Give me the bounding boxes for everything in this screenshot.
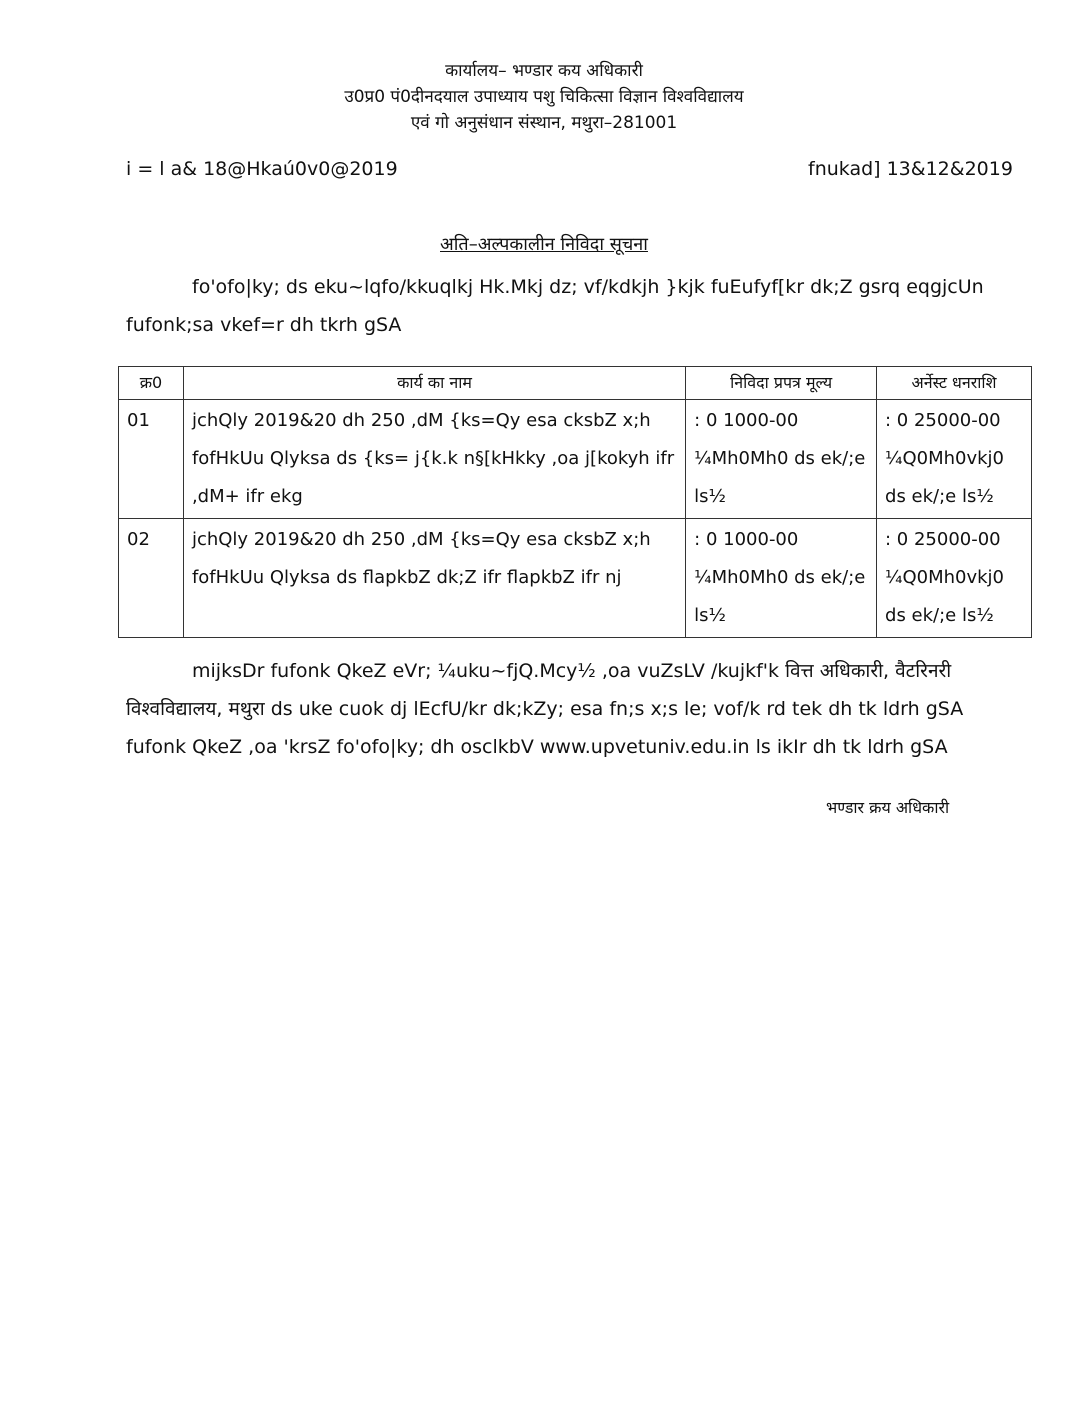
row-earnest: : 0 25000-00 ¼Q0Mh0vkj0 ds ek/;e ls½ — [877, 519, 1032, 638]
row-earnest: : 0 25000-00 ¼Q0Mh0vkj0 ds ek/;e ls½ — [877, 400, 1032, 519]
row-serial: 02 — [119, 519, 184, 638]
header-serial: क्र0 — [119, 367, 184, 400]
header-form-price: निविदा प्रपत्र मूल्य — [686, 367, 877, 400]
header-earnest-money: अर्नेस्ट धनराशि — [877, 367, 1032, 400]
letterhead — [0, 58, 1088, 136]
office-name: कार्यालय– भण्डार कय अधिकारी — [445, 61, 643, 81]
row-work: jchQly 2019&20 dh 250 ,dM {ks=Qy esa cksbZ x;h fofHkUu Qlyksa ds {ks= j{k.k n§[kHkky ,oa j[kokyh ifr ,dM+ ifr ekg — [183, 400, 685, 519]
signature-designation: भण्डार क्रय अधिकारी — [826, 798, 950, 817]
header-work-name: कार्य का नाम — [183, 367, 685, 400]
table-row — [119, 400, 1032, 519]
closing-paragraph: mijksDr fufonk QkeZ eVr; ¼uku~fjQ.Mcy½ ,oa vuZsLV /kujkf'k वित्त अधिकारी, वैटरिनरी विश्वविद्यालय, मथुरा ds uke cuok dj lEcfU/kr dk;kZy; esa fn;s x;s le; vof/k rd tek dh tk ldrh gSA fufonk QkeZ ,oa 'krsZ fo'ofo|ky; dh osclkbV www.upvetuniv.edu.in ls ikIr dh tk ldrh gSA — [126, 660, 964, 758]
row-work: jchQly 2019&20 dh 250 ,dM {ks=Qy esa cksbZ x;h fofHkUu Qlyksa ds flapkbZ dk;Z ifr flapkbZ ifr nj — [183, 519, 685, 638]
intro-paragraph: fo'ofo|ky; ds eku~lqfo/kkuqlkj Hk.Mkj dz; vf/kdkjh }kjk fuEufyf[kr dk;Z gsrq eqgjcUn fufonk;sa vkef=r dh tkrh gSA — [126, 276, 984, 336]
table-header-row — [119, 367, 1032, 400]
row-form-price: : 0 1000-00 ¼Mh0Mh0 ds ek/;e ls½ — [686, 519, 877, 638]
table-row — [119, 519, 1032, 638]
university-name: उ0प्र0 पं0दीनदयाल उपाध्याय पशु चिकित्सा विज्ञान विश्वविद्यालय — [344, 87, 744, 107]
row-form-price: : 0 1000-00 ¼Mh0Mh0 ds ek/;e ls½ — [686, 400, 877, 519]
notice-date: fnukad] 13&12&2019 — [808, 158, 1013, 180]
reference-number: i = l a& 18@Hkaú0v0@2019 — [126, 158, 398, 180]
notice-title: अति–अल्पकालीन निविदा सूचना — [440, 234, 648, 255]
tender-table — [118, 366, 1032, 638]
row-serial: 01 — [119, 400, 184, 519]
institute-address: एवं गो अनुसंधान संस्थान, मथुरा–281001 — [410, 113, 678, 133]
